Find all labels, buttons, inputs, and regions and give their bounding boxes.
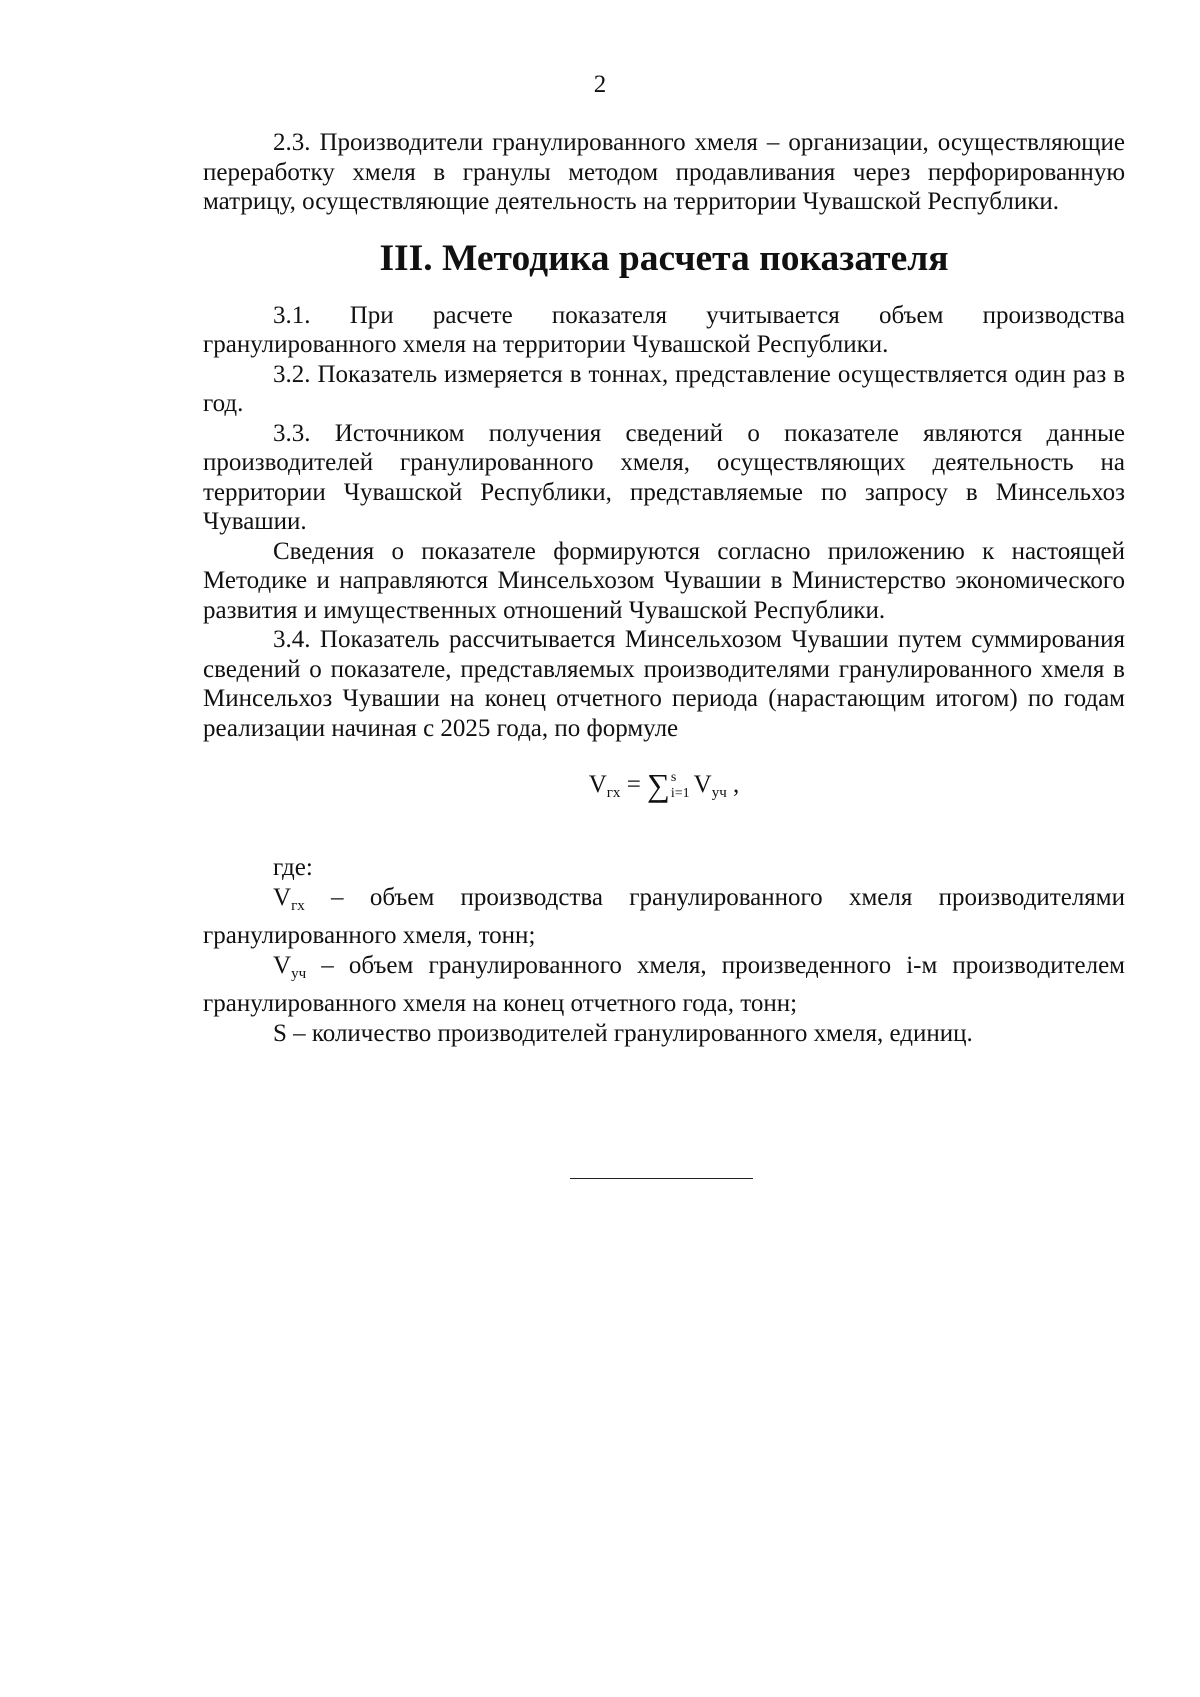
- formula-lhs-sub: гх: [606, 785, 621, 801]
- definition-v-gh-sub: гх: [291, 897, 305, 914]
- paragraph-3-4: 3.4. Показатель рассчитывается Минсельхозом Чувашии путем суммирования сведений о показателе, представляемых производителями гранулированного хмеля в Минсельхоз Чувашии на конец отчетного периода (нарастающим итогом) по годам реализации начиная с 2025 года, по формуле: [203, 626, 1125, 742]
- section-heading: III. Методика расчета показателя: [379, 237, 949, 279]
- sum-limits: [671, 770, 690, 802]
- paragraph-3-1: 3.1. При расчете показателя учитывается объем производства гранулированного хмеля на территории Чувашской Республики.: [203, 301, 1125, 358]
- definition-v-uch-sub: уч: [291, 965, 307, 982]
- definition-v-uch-var: V: [273, 951, 292, 979]
- sum-symbol: ∑: [647, 767, 670, 803]
- paragraph-3-2: 3.2. Показатель измеряется в тоннах, представление осуществляется один раз в год.: [203, 360, 1125, 417]
- definition-v-gh-text: – объем производства гранулированного хмеля производителями гранулированного хмеля, тонн;: [203, 883, 1125, 949]
- paragraph-3-3-info: Сведения о показателе формируются согласно приложению к настоящей Методике и направляются Минсельхозом Чувашии в Министерство экономического развития и имущественных отношений Чувашской Республики.: [203, 537, 1125, 624]
- formula-equals: =: [626, 771, 641, 798]
- paragraph-3-3: 3.3. Источником получения сведений о показателе являются данные производителей гранулированного хмеля, осуществляющих деятельность на территории Чувашской Республики, представляемые по запросу в Минсельхоз Чувашии.: [203, 419, 1125, 535]
- formula-rhs-sub: уч: [711, 785, 727, 801]
- definition-v-gh: [203, 883, 1125, 951]
- where-label: где:: [273, 854, 313, 881]
- formula-rhs-var: V: [693, 771, 712, 798]
- end-divider-line: [570, 1178, 753, 1179]
- definition-v-uch: [203, 951, 1125, 1019]
- paragraph-2-3: 2.3. Производители гранулированного хмеля – организации, осуществляющие переработку хмеля в гранулы методом продавливания через перфорированную матрицу, осуществляющие деятельность на территории Чувашской Республики.: [203, 129, 1125, 215]
- definition-s: S – количество производителей гранулированного хмеля, единиц.: [273, 1019, 973, 1047]
- definition-v-gh-var: V: [273, 883, 292, 911]
- summation-formula: [203, 765, 1125, 813]
- definition-v-uch-text: – объем гранулированного хмеля, произведенного i-м производителем гранулированного хмеля на конец отчетного года, тонн;: [203, 951, 1125, 1017]
- document-body: [203, 128, 1125, 1048]
- sum-upper-limit: s: [670, 770, 677, 786]
- sum-lower-limit: i=1: [670, 786, 690, 802]
- formula-tail: ,: [733, 771, 740, 798]
- page-number: 2: [593, 71, 607, 98]
- formula-lhs-var: V: [588, 771, 607, 798]
